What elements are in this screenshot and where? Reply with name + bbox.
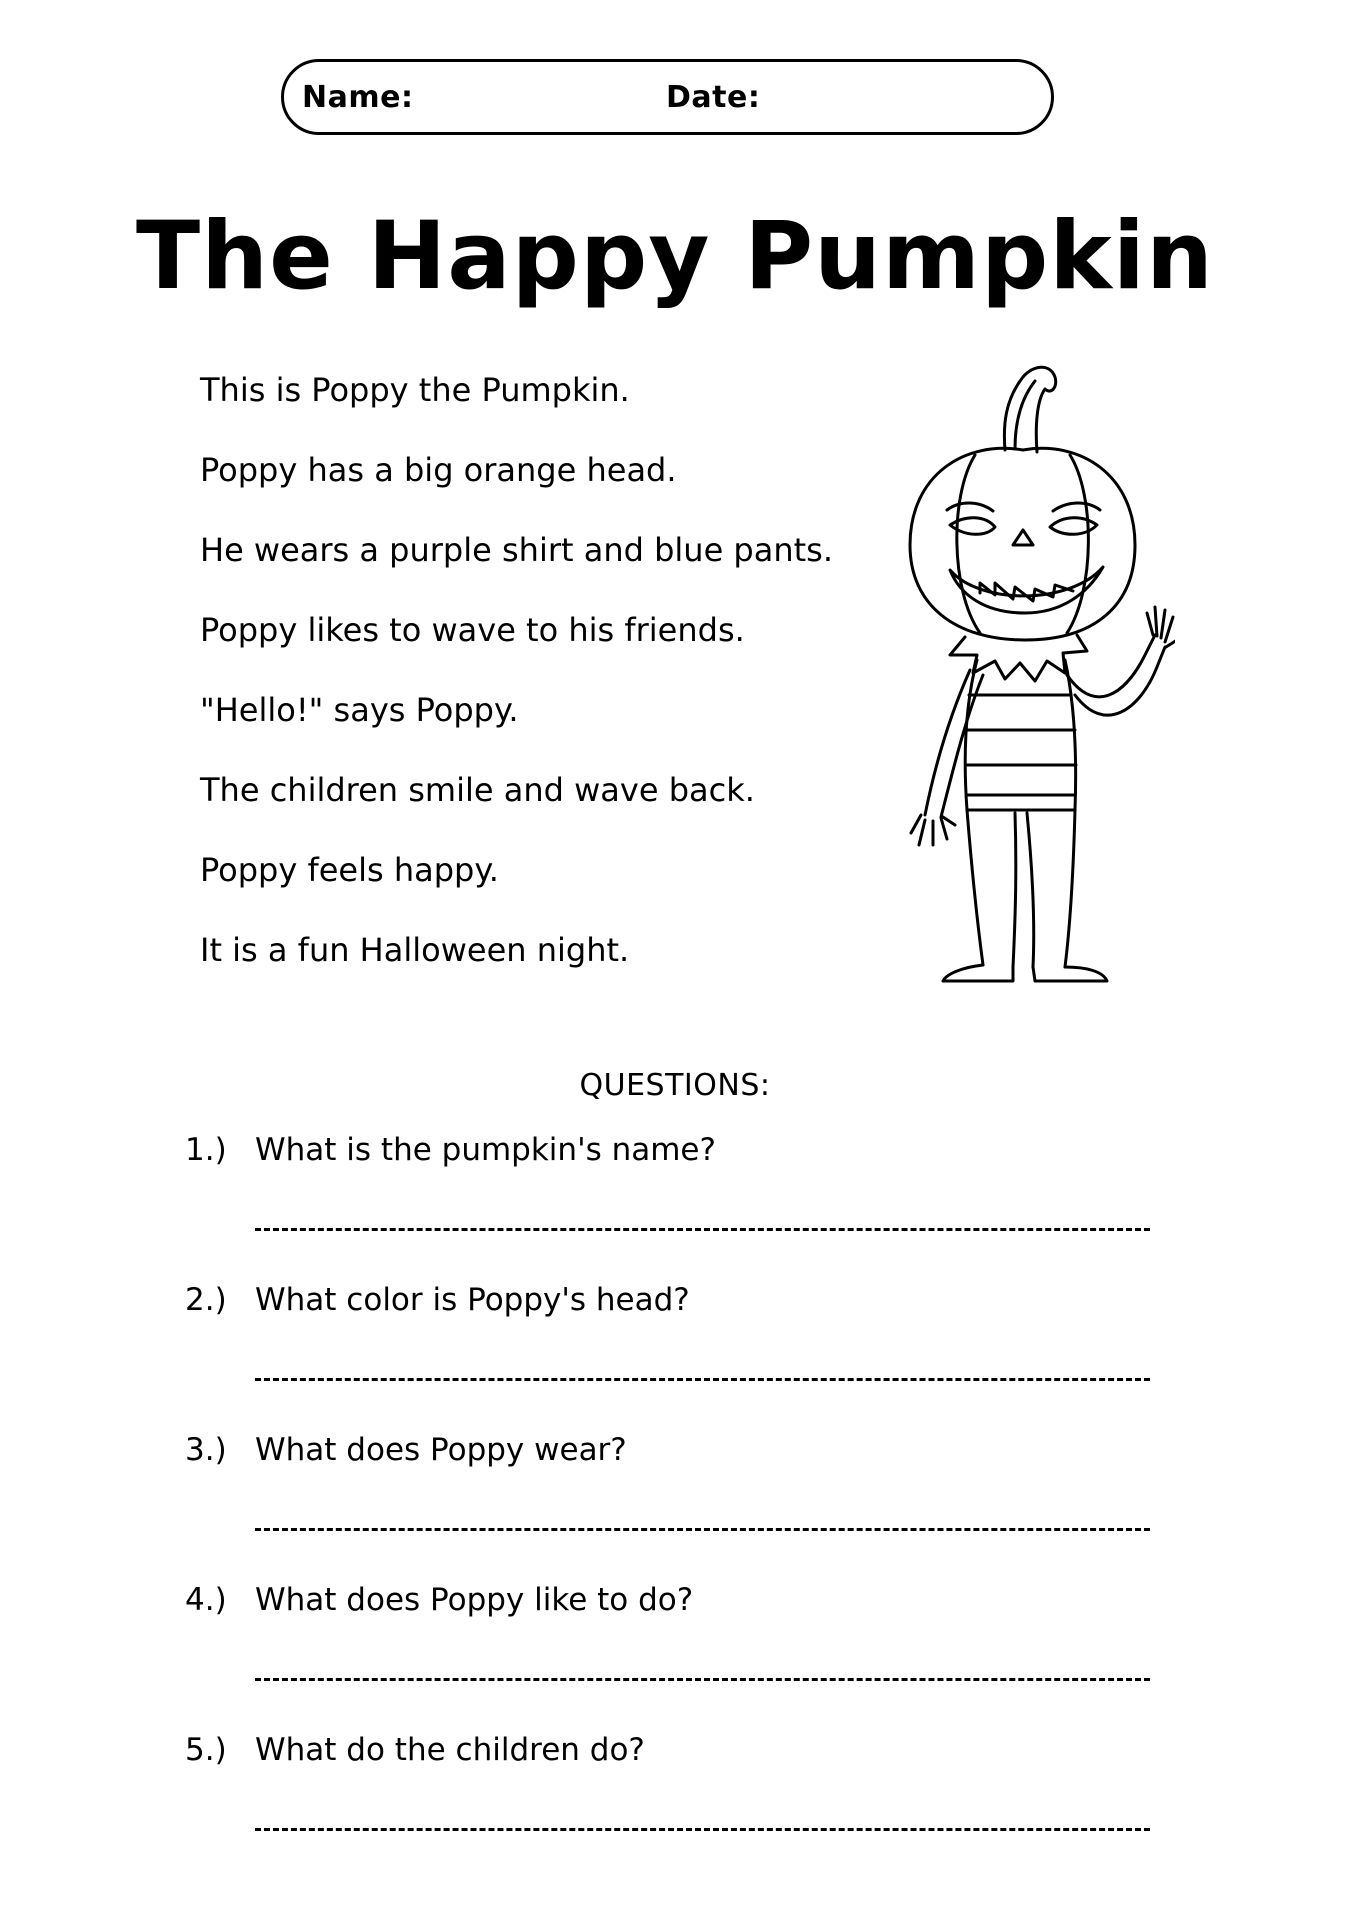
question-text: What do the children do? [255, 1732, 645, 1768]
story-line: Poppy likes to wave to his friends. [200, 611, 745, 649]
answer-line[interactable] [255, 1528, 1150, 1531]
story-line: Poppy feels happy. [200, 851, 499, 889]
question-number: 3.) [185, 1432, 227, 1468]
question-2 [185, 1282, 1185, 1432]
question-text: What does Poppy like to do? [255, 1582, 694, 1618]
question-text: What is the pumpkin's name? [255, 1132, 716, 1168]
question-number: 5.) [185, 1732, 227, 1768]
question-3 [185, 1432, 1185, 1582]
story-text [200, 362, 833, 1002]
question-number: 1.) [185, 1132, 227, 1168]
question-4 [185, 1582, 1185, 1732]
date-label: Date: [666, 80, 761, 115]
story-line: "Hello!" says Poppy. [200, 691, 519, 729]
question-text: What color is Poppy's head? [255, 1282, 690, 1318]
answer-line[interactable] [255, 1828, 1150, 1831]
story-line: The children smile and wave back. [200, 771, 755, 809]
story-line: Poppy has a big orange head. [200, 451, 677, 489]
question-1 [185, 1132, 1185, 1282]
question-number: 4.) [185, 1582, 227, 1618]
story-line: It is a fun Halloween night. [200, 931, 630, 969]
name-date-box [281, 59, 1054, 135]
answer-line[interactable] [255, 1378, 1150, 1381]
question-5 [185, 1732, 1185, 1882]
questions-heading: QUESTIONS: [579, 1068, 771, 1103]
pumpkin-character-icon [855, 355, 1175, 985]
page-title: The Happy Pumpkin [136, 202, 1214, 311]
story-line: He wears a purple shirt and blue pants. [200, 531, 834, 569]
name-label: Name: [302, 80, 414, 115]
question-text: What does Poppy wear? [255, 1432, 627, 1468]
answer-line[interactable] [255, 1228, 1150, 1231]
question-number: 2.) [185, 1282, 227, 1318]
answer-line[interactable] [255, 1678, 1150, 1681]
story-line: This is Poppy the Pumpkin. [200, 371, 630, 409]
